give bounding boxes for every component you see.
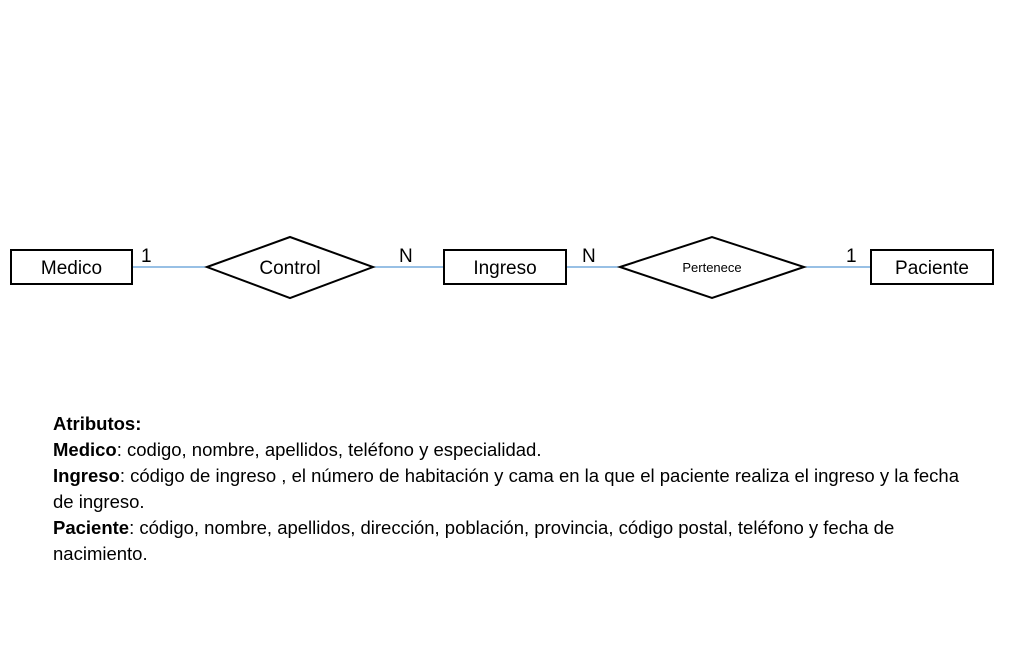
entity-paciente-label: Paciente: [895, 258, 969, 279]
relationship-pertenece[interactable]: [620, 237, 804, 298]
attributes-medico-name: Medico: [53, 439, 117, 460]
attributes-paciente-name: Paciente: [53, 517, 130, 538]
attributes-paciente: [53, 515, 983, 567]
relationship-pertenece-label: Pertenece: [682, 260, 742, 275]
attributes-medico: [53, 437, 983, 463]
entity-paciente[interactable]: [871, 250, 993, 284]
attributes-ingreso: [53, 463, 983, 515]
attributes-paciente-text: : código, nombre, apellidos, dirección, población, provincia, código postal, teléfono y fecha de nacimiento.: [53, 517, 895, 564]
relationship-control[interactable]: [207, 237, 373, 298]
entity-medico-label: Medico: [40, 258, 103, 279]
entity-ingreso[interactable]: [444, 250, 566, 284]
attributes-section: [53, 411, 983, 567]
cardinality-pertenece-paciente: 1: [846, 246, 857, 267]
cardinality-medico-control: 1: [141, 246, 152, 267]
relationship-control-label: Control: [259, 258, 321, 279]
attributes-ingreso-text: : código de ingreso , el número de habitación y cama en la que el paciente realiza el ingreso y la fecha de ingreso.: [53, 465, 960, 512]
attributes-medico-text: : codigo, nombre, apellidos, teléfono y especialidad.: [116, 439, 542, 460]
cardinality-control-ingreso: N: [399, 246, 413, 267]
cardinality-ingreso-pertenece: N: [582, 246, 596, 267]
attributes-heading: Atributos:: [53, 413, 142, 434]
entity-medico[interactable]: [11, 250, 132, 284]
entity-ingreso-label: Ingreso: [473, 258, 537, 279]
attributes-ingreso-name: Ingreso: [53, 465, 120, 486]
